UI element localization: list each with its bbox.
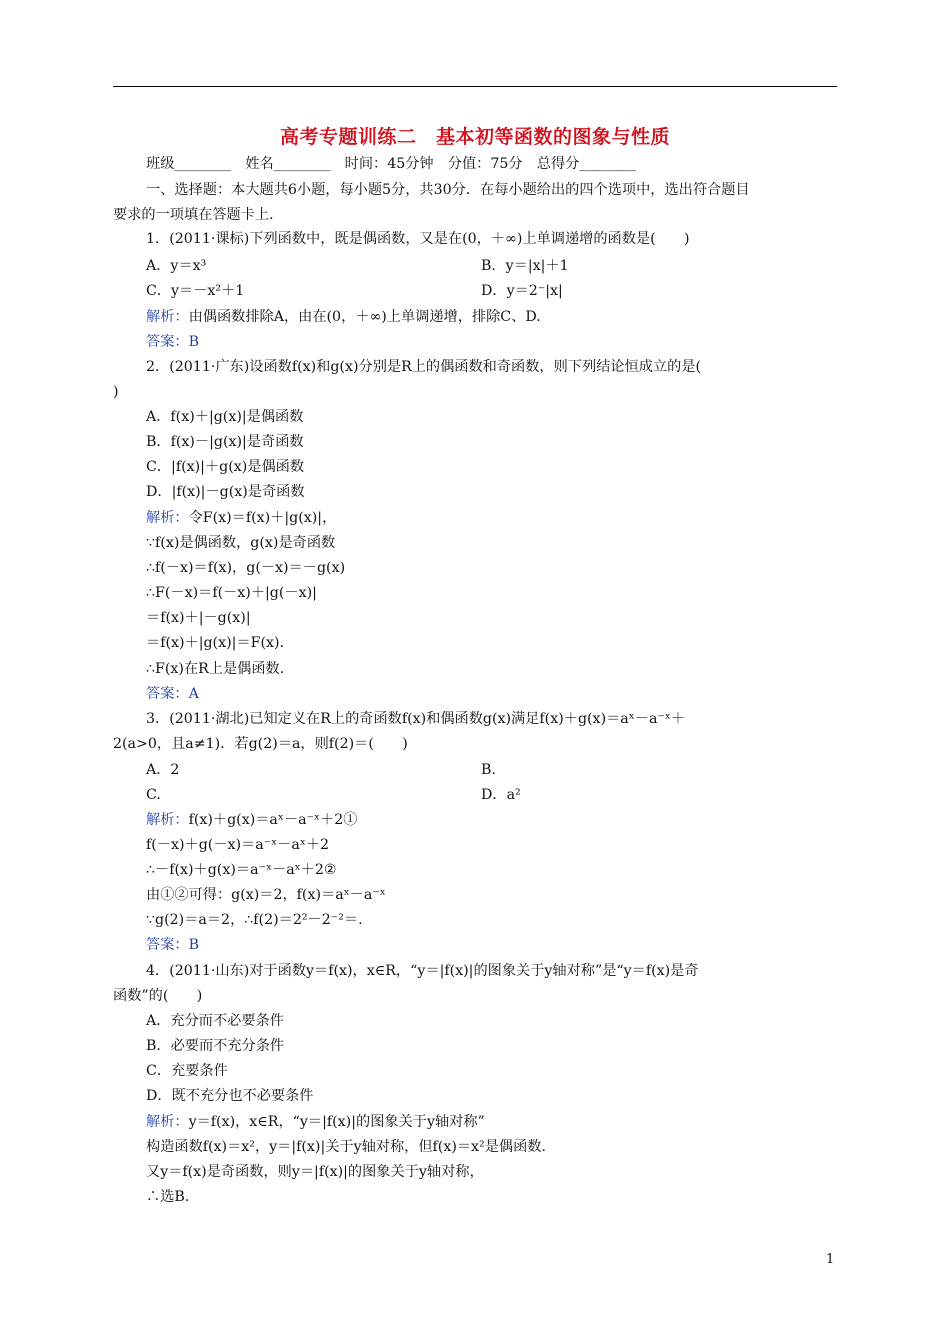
q3-answer: 答案：B [146, 937, 199, 953]
q2-analysis-label: 解析： [146, 510, 189, 526]
q2-analysis-text: 令F(x)＝f(x)＋|g(x)|， [188, 510, 337, 526]
page-number: 1 [826, 1252, 835, 1267]
q3-option-c: C. [146, 787, 161, 803]
q4-step-2: 又y＝f(x)是奇函数，则y＝|f(x)|的图象关于y轴对称， [146, 1164, 484, 1180]
q3-stem-line-2: 2(a>0，且a≠1)．若g(2)＝a，则f(2)＝( ) [113, 736, 408, 752]
q3-analysis [146, 810, 357, 830]
q3-option-d: D．a² [481, 787, 521, 803]
q3-step-3: 由①②可得：g(x)＝2，f(x)＝aˣ－a⁻ˣ [146, 887, 386, 903]
q3-step-1: f(－x)＋g(－x)＝a⁻ˣ－aˣ＋2 [146, 837, 330, 853]
section-intro-line-2: 要求的一项填在答题卡上． [113, 207, 284, 223]
q2-stem-line-2: ) [113, 384, 119, 400]
q4-step-1: 构造函数f(x)＝x²，y＝|f(x)|关于y轴对称，但f(x)＝x²是偶函数. [146, 1139, 547, 1155]
page-title: 高考专题训练二 基本初等函数的图象与性质 [279, 126, 670, 148]
q3-analysis-text: f(x)＋g(x)＝aˣ－a⁻ˣ＋2① [188, 812, 358, 828]
q1-option-a: A．y＝x³ [146, 258, 207, 274]
q2-option-a: A．f(x)＋|g(x)|是偶函数 [146, 409, 304, 425]
q1-answer: 答案：B [146, 334, 199, 350]
q3-option-a: A．2 [146, 762, 180, 778]
q2-analysis [146, 508, 336, 528]
q2-step-6: ∴F(x)在R上是偶函数. [146, 661, 285, 677]
q1-analysis [146, 307, 541, 327]
q4-step-3: ∴选B. [146, 1189, 190, 1205]
q1-option-c: C．y＝－x²＋1 [146, 283, 245, 299]
q3-step-4: ∵g(2)＝a＝2，∴f(2)＝2²－2⁻²＝. [146, 912, 363, 928]
q2-option-b: B．f(x)－|g(x)|是奇函数 [146, 434, 304, 450]
q2-step-2: ∴f(－x)＝f(x)，g(－x)＝－g(x) [146, 560, 346, 576]
q1-analysis-label: 解析： [146, 309, 189, 325]
q4-stem-line-1: 4．(2011·山东)对于函数y＝f(x)，x∈R，“y＝|f(x)|的图象关于y轴对称”是“y＝f(x)是奇 [146, 963, 699, 979]
q4-option-c: C．充要条件 [146, 1063, 228, 1079]
section-intro-line-1: 一、选择题：本大题共6小题，每小题5分，共30分．在每小题给出的四个选项中，选出符合题目 [146, 182, 750, 198]
q1-option-b: B．y＝|x|＋1 [481, 258, 569, 274]
q4-option-d: D．既不充分也不必要条件 [146, 1088, 314, 1104]
q2-step-3: ∴F(－x)＝f(－x)＋|g(－x)| [146, 585, 317, 601]
header-rule [113, 86, 837, 87]
q4-analysis-text: y＝f(x)，x∈R，“y＝|f(x)|的图象关于y轴对称” [188, 1114, 485, 1130]
q2-option-c: C．|f(x)|＋g(x)是偶函数 [146, 459, 305, 475]
q3-option-b: B. [481, 762, 496, 778]
info-line: 班级________ 姓名________ 时间：45分钟 分值：75分 总得分________ [146, 156, 637, 172]
q4-option-b: B．必要而不充分条件 [146, 1038, 285, 1054]
q3-stem-line-1: 3．(2011·湖北)已知定义在R上的奇函数f(x)和偶函数g(x)满足f(x)＋g(x)＝aˣ－a⁻ˣ＋ [146, 711, 686, 727]
q2-step-4: ＝f(x)＋|－g(x)| [146, 610, 251, 626]
q3-step-2: ∴－f(x)＋g(x)＝a⁻ˣ－aˣ＋2② [146, 862, 337, 878]
q4-analysis-label: 解析： [146, 1114, 189, 1130]
q2-step-1: ∵f(x)是偶函数，g(x)是奇函数 [146, 535, 336, 551]
q2-answer: 答案：A [146, 686, 199, 702]
q1-option-d: D．y＝2⁻|x| [481, 283, 563, 299]
q4-analysis [146, 1112, 485, 1132]
q2-option-d: D．|f(x)|－g(x)是奇函数 [146, 484, 305, 500]
q3-analysis-label: 解析： [146, 812, 189, 828]
q1-analysis-text: 由偶函数排除A，由在(0，＋∞)上单调递增，排除C、D. [188, 309, 541, 325]
q1-stem: 1．(2011·课标)下列函数中，既是偶函数，又是在(0，＋∞)上单调递增的函数是( ) [146, 231, 690, 247]
q4-stem-line-2: 函数”的( ) [113, 988, 203, 1004]
q2-step-5: ＝f(x)＋|g(x)|＝F(x)． [146, 635, 294, 651]
q2-stem-line-1: 2．(2011·广东)设函数f(x)和g(x)分别是R上的偶函数和奇函数，则下列结论恒成立的是( [146, 359, 702, 375]
q4-option-a: A．充分而不必要条件 [146, 1013, 284, 1029]
